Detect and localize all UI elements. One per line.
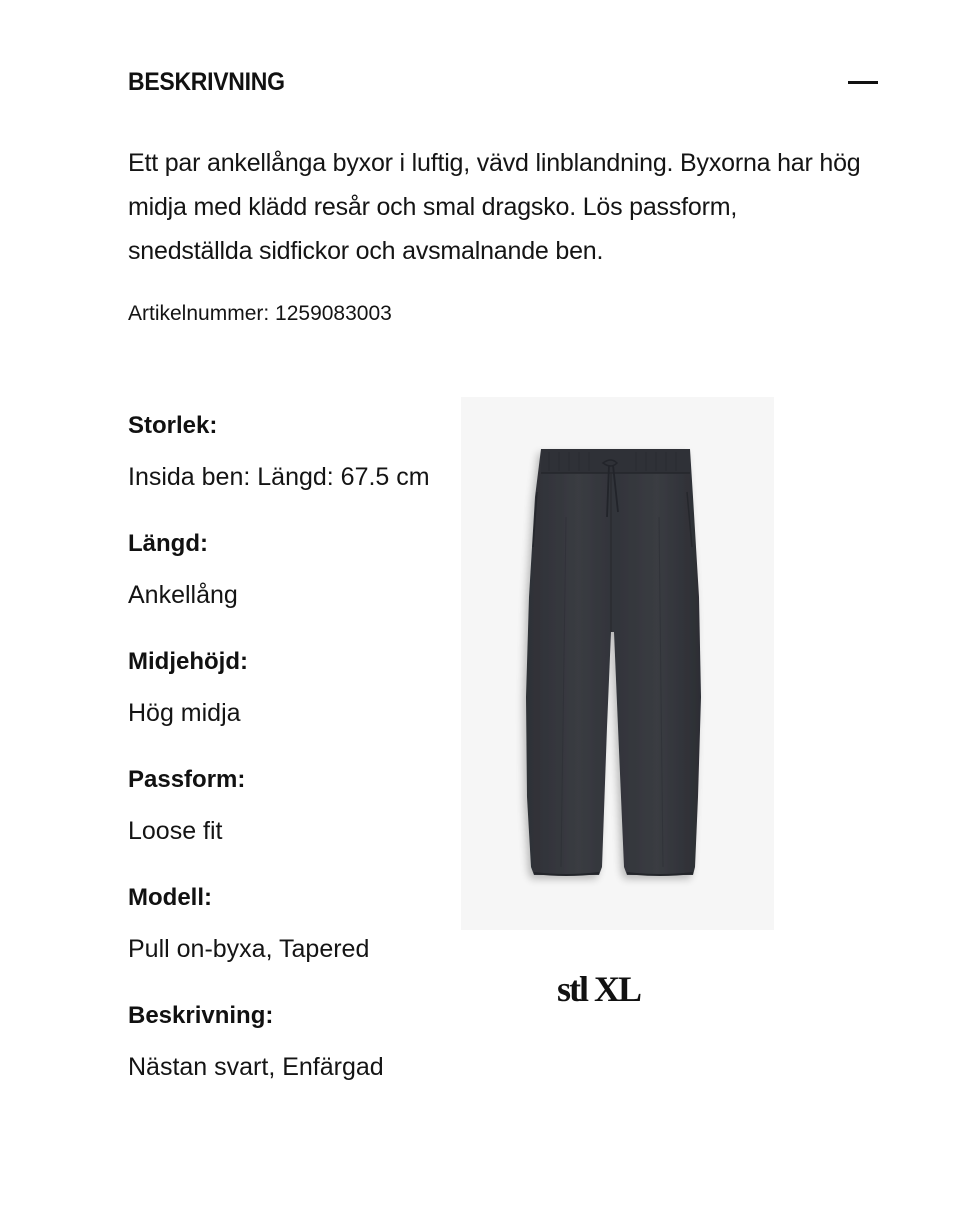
spec-label: Modell:	[128, 884, 212, 911]
spec-color-description	[128, 994, 468, 1112]
description-text: Ett par ankellånga byxor i luftig, vävd linblandning. Byxorna har hög midja med klädd resår och smal dragsko. Lös passform, snedställda sidfickor och avsmalnande ben.	[128, 149, 861, 265]
spec-fit	[128, 758, 468, 876]
product-image[interactable]	[461, 397, 774, 930]
spec-value: Ankellång	[128, 581, 238, 609]
spec-label: Storlek:	[128, 412, 218, 439]
product-specs	[128, 404, 468, 1112]
article-number: Artikelnummer: 1259083003	[128, 302, 392, 325]
spec-waist-height	[128, 640, 468, 758]
section-title: BESKRIVNING	[128, 68, 285, 96]
collapse-button[interactable]	[844, 66, 880, 102]
spec-value: Nästan svart, Enfärgad	[128, 1053, 384, 1081]
minus-icon	[848, 81, 878, 84]
spec-label: Längd:	[128, 530, 208, 557]
spec-value: Loose fit	[128, 817, 223, 845]
product-description	[128, 141, 868, 273]
spec-length	[128, 522, 468, 640]
spec-value: Hög midja	[128, 699, 241, 727]
spec-model	[128, 876, 468, 994]
size-caption: stl XL	[557, 969, 641, 1009]
spec-value: Insida ben: Längd: 67.5 cm	[128, 463, 430, 491]
trousers-illustration	[461, 397, 774, 930]
spec-size	[128, 404, 468, 522]
spec-value: Pull on-byxa, Tapered	[128, 935, 370, 963]
spec-label: Passform:	[128, 766, 246, 793]
description-section-header[interactable]	[128, 66, 880, 102]
spec-label: Midjehöjd:	[128, 648, 248, 675]
spec-label: Beskrivning:	[128, 1002, 274, 1029]
